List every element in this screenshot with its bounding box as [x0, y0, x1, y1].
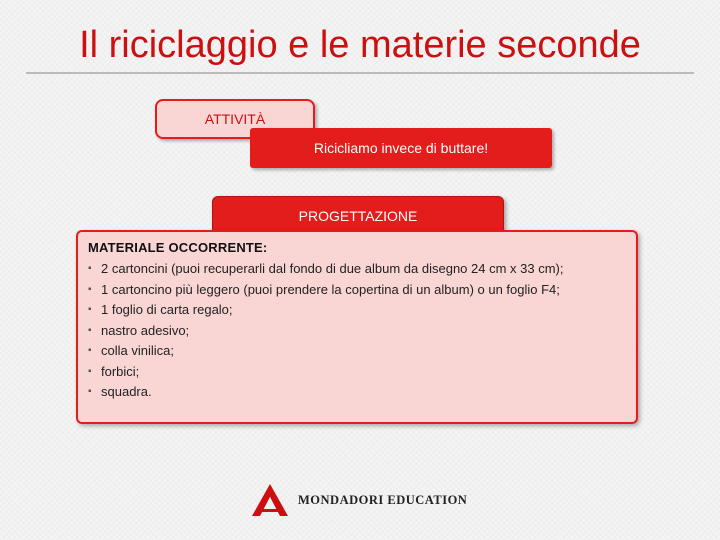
list-item	[88, 300, 626, 321]
bullet-icon: ▪	[88, 345, 92, 356]
list-item-text: 2 cartoncini (puoi recuperarli dal fondo di due album da disegno 24 cm x 33 cm);	[101, 261, 564, 276]
publisher-logo	[250, 482, 467, 518]
activity-subtitle: Ricicliamo invece di buttare!	[250, 128, 552, 168]
bullet-icon: ▪	[88, 283, 92, 295]
materials-list	[88, 259, 626, 403]
list-item	[88, 259, 626, 280]
bullet-icon: ▪	[88, 324, 92, 336]
bullet-icon: ▪	[88, 304, 92, 315]
list-item-text: forbici;	[101, 363, 140, 379]
list-item-text: 1 foglio di carta regalo;	[101, 302, 233, 317]
bullet-icon: ▪	[88, 263, 92, 274]
section-header: PROGETTAZIONE	[212, 196, 504, 236]
list-item	[88, 341, 626, 362]
list-item	[88, 382, 626, 403]
bullet-icon: ▪	[88, 365, 92, 377]
materials-panel	[76, 230, 638, 424]
list-item	[88, 362, 626, 383]
list-item	[88, 321, 626, 342]
list-item-text: squadra.	[101, 384, 152, 399]
materials-heading: MATERIALE OCCORRENTE:	[88, 240, 268, 255]
list-item-text: colla vinilica;	[101, 343, 174, 358]
activity-tag: ATTIVITÀ	[155, 99, 315, 139]
page-title: Il riciclaggio e le materie seconde	[79, 24, 641, 66]
list-item-text: 1 cartoncino più leggero (puoi prendere la copertina di un album) o un foglio F4;	[101, 281, 560, 297]
list-item	[88, 280, 626, 301]
publisher-name: MONDADORI EDUCATION	[298, 492, 468, 507]
title-divider	[26, 72, 694, 74]
list-item-text: nastro adesivo;	[101, 322, 190, 338]
bullet-icon: ▪	[88, 386, 92, 397]
mondadori-a-icon	[250, 483, 290, 517]
